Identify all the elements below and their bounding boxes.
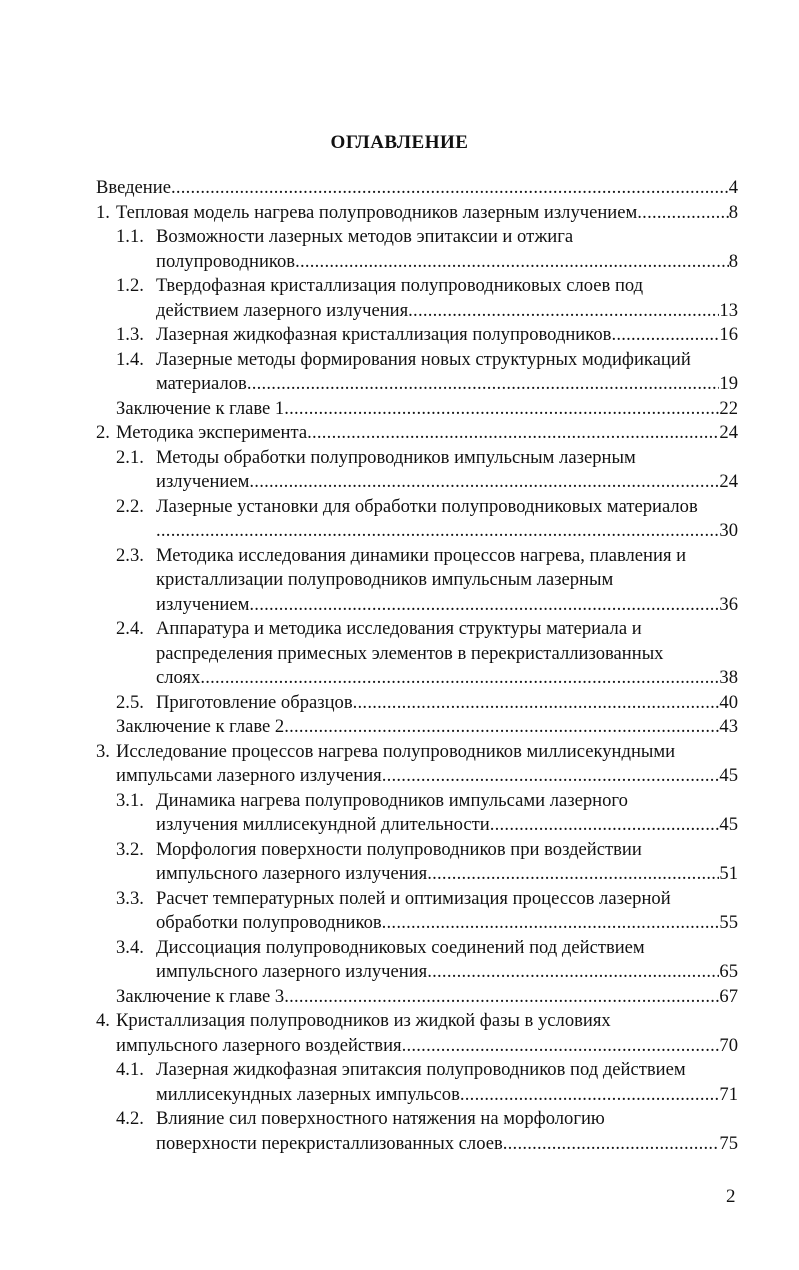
toc-entry-title: Тепловая модель нагрева полупроводников лазерным излучением	[116, 201, 638, 223]
toc-entry-number: 1.2.	[116, 275, 144, 296]
dot-leader	[171, 176, 729, 201]
toc-entry-number: 2.4.	[116, 618, 144, 639]
toc-entry-page: 24	[719, 422, 738, 443]
dot-leader	[408, 299, 719, 324]
toc-entry	[96, 274, 738, 323]
toc-entry	[96, 740, 738, 789]
toc-entry-title: Лазерная жидкофазная кристаллизация полупроводников	[156, 324, 612, 345]
toc-entry	[96, 323, 738, 348]
toc-entry	[96, 225, 738, 274]
dot-leader	[284, 397, 719, 422]
toc-entry-title: Диссоциация полупроводниковых соединений под действием	[156, 936, 645, 958]
toc-entry-page: 67	[719, 985, 738, 1007]
toc-entry-title: миллисекундных лазерных импульсов	[156, 1083, 460, 1105]
toc-entry-title: Исследование процессов нагрева полупроводников миллисекундными	[116, 740, 676, 762]
toc-entry-page: 51	[719, 863, 738, 884]
toc-entry-title: Лазерная жидкофазная эпитаксия полупроводников под действием	[156, 1059, 686, 1080]
toc-entry	[96, 936, 738, 985]
dot-leader	[503, 1132, 720, 1157]
toc-entry-title: Заключение к главе 2	[116, 716, 285, 737]
toc-entry-number: 3.4.	[116, 936, 144, 958]
toc-entry-title: Приготовление образцов	[156, 691, 353, 713]
dot-leader	[247, 372, 720, 397]
toc-entry-title: излучением	[156, 593, 250, 615]
dot-leader	[200, 666, 719, 691]
toc-entry-page: 38	[719, 667, 738, 688]
toc-entry-page: 19	[719, 373, 738, 394]
toc-entry	[96, 1009, 738, 1058]
dot-leader	[637, 201, 728, 226]
dot-leader	[295, 250, 729, 275]
toc-entry	[96, 1058, 738, 1107]
page-number: 2	[726, 1186, 736, 1207]
toc-entry-page: 8	[728, 250, 738, 272]
dot-leader	[156, 519, 719, 544]
toc-entry-title: Динамика нагрева полупроводников импульсами лазерного	[156, 789, 628, 811]
toc-entry-title: Методы обработки полупроводников импульсным лазерным	[156, 446, 636, 468]
dot-leader	[460, 1083, 720, 1108]
toc-entry	[96, 985, 738, 1010]
toc-entry-number: 1.3.	[116, 324, 144, 345]
toc-entry	[96, 421, 738, 446]
toc-entry-title: Аппаратура и методика исследования структуры материала и	[156, 618, 642, 639]
toc-entry-number: 3.2.	[116, 838, 144, 860]
toc-entry-number: 1.1.	[116, 226, 144, 247]
toc-entry-title: материалов	[156, 373, 247, 394]
toc-entry-number: 2.2.	[116, 495, 144, 517]
toc-entry-page: 70	[719, 1034, 738, 1056]
toc-entry-title: Возможности лазерных методов эпитаксии и отжига	[156, 226, 574, 247]
toc-entry-title: кристаллизации полупроводников импульсным лазерным	[156, 569, 614, 590]
toc-entry	[96, 348, 738, 397]
toc-entry-page: 71	[719, 1083, 738, 1105]
toc-entry-title: излучением	[156, 471, 250, 492]
dot-leader	[249, 593, 719, 618]
toc-entry-title: импульсного лазерного воздействия	[116, 1034, 402, 1056]
toc-entry-number: 2.1.	[116, 446, 144, 468]
toc-entry-title: Твердофазная кристаллизация полупроводниковых слоев под	[156, 275, 644, 296]
toc-entry-page: 36	[719, 593, 738, 615]
toc-entry-title: распределения примесных элементов в перекристаллизованных	[156, 642, 664, 664]
toc-entry-title: Заключение к главе 3	[116, 985, 285, 1007]
toc-entry-title: действием лазерного излучения	[156, 299, 409, 321]
toc-entry-title: Кристаллизация полупроводников из жидкой фазы в условиях	[116, 1010, 611, 1031]
toc-entry	[96, 715, 738, 740]
toc-entry-page: 13	[719, 299, 738, 321]
dot-leader	[249, 470, 719, 495]
toc-entry-number: 3.3.	[116, 887, 144, 909]
dot-leader	[427, 862, 719, 887]
toc-entry-number: 2.3.	[116, 544, 144, 566]
toc-entry-page: 24	[719, 471, 738, 492]
toc-entry-title: обработки полупроводников	[156, 912, 382, 933]
toc-entry-title: импульсами лазерного излучения	[116, 765, 382, 786]
toc-entry	[96, 887, 738, 936]
toc-entry-title: Расчет температурных полей и оптимизация процессов лазерной	[156, 887, 671, 909]
toc-entry-page: 43	[719, 716, 738, 737]
toc-entry-title: Влияние сил поверхностного натяжения на морфологию	[156, 1108, 605, 1129]
dot-leader	[284, 985, 719, 1010]
dot-leader	[382, 764, 720, 789]
dot-leader	[611, 323, 719, 348]
toc-entry-page: 40	[719, 691, 738, 713]
toc-entry-page: 8	[728, 201, 738, 223]
toc-entry-title: полупроводников	[156, 250, 296, 272]
toc-entry	[96, 201, 738, 226]
toc-entry	[96, 789, 738, 838]
dot-leader	[402, 1034, 720, 1059]
toc-entry-number: 4.1.	[116, 1059, 144, 1080]
toc-entry-title: Методика эксперимента	[116, 422, 308, 443]
dot-leader	[427, 960, 719, 985]
dot-leader	[284, 715, 719, 740]
toc-entry-title: Лазерные методы формирования новых структурных модификаций	[156, 348, 691, 370]
toc-entry	[96, 691, 738, 716]
toc-entry-page: 45	[719, 765, 738, 786]
dot-leader	[353, 691, 720, 716]
toc-entry-title: импульсного лазерного излучения	[156, 961, 428, 982]
toc-entry-title: Лазерные установки для обработки полупроводниковых материалов	[156, 495, 698, 517]
toc-entry-page: 45	[719, 814, 738, 835]
toc-entry-title: поверхности перекристаллизованных слоев	[156, 1132, 503, 1154]
toc-entry	[96, 544, 738, 618]
toc-entry-number: 1.	[96, 201, 110, 223]
toc-entry-number: 2.5.	[116, 691, 144, 713]
toc-entry-page: 22	[719, 397, 738, 419]
dot-leader	[307, 421, 719, 446]
toc-entry-page: 16	[719, 324, 738, 345]
toc-entry-page: 75	[719, 1132, 738, 1154]
toc-entry-title: Заключение к главе 1	[116, 397, 285, 419]
toc-entry-title: Морфология поверхности полупроводников при воздействии	[156, 838, 642, 860]
toc-entry-number: 2.	[96, 422, 110, 443]
dot-leader	[382, 911, 720, 936]
toc-entry-number: 1.4.	[116, 348, 144, 370]
dot-leader	[490, 813, 720, 838]
toc-entry	[96, 617, 738, 691]
toc-entry	[96, 1107, 738, 1156]
table-of-contents	[96, 176, 738, 1156]
toc-entry-title: Введение	[96, 177, 171, 198]
toc-entry-title: Методика исследования динамики процессов нагрева, плавления и	[156, 544, 687, 566]
toc-entry	[96, 495, 738, 544]
toc-entry-number: 3.	[96, 740, 110, 762]
toc-entry-title: импульсного лазерного излучения	[156, 863, 428, 884]
toc-entry-page: 65	[719, 961, 738, 982]
toc-entry-page: 30	[719, 520, 738, 541]
toc-entry	[96, 397, 738, 422]
toc-entry-title: излучения миллисекундной длительности	[156, 814, 490, 835]
toc-entry-page: 4	[728, 177, 738, 198]
toc-entry	[96, 446, 738, 495]
page-title: ОГЛАВЛЕНИЕ	[330, 132, 469, 153]
toc-entry-number: 4.	[96, 1010, 110, 1031]
toc-entry-page: 55	[719, 912, 738, 933]
toc-entry	[96, 176, 738, 201]
toc-entry	[96, 838, 738, 887]
toc-entry-title: слоях	[156, 667, 201, 688]
toc-entry-number: 3.1.	[116, 789, 144, 811]
toc-entry-number: 4.2.	[116, 1108, 144, 1129]
